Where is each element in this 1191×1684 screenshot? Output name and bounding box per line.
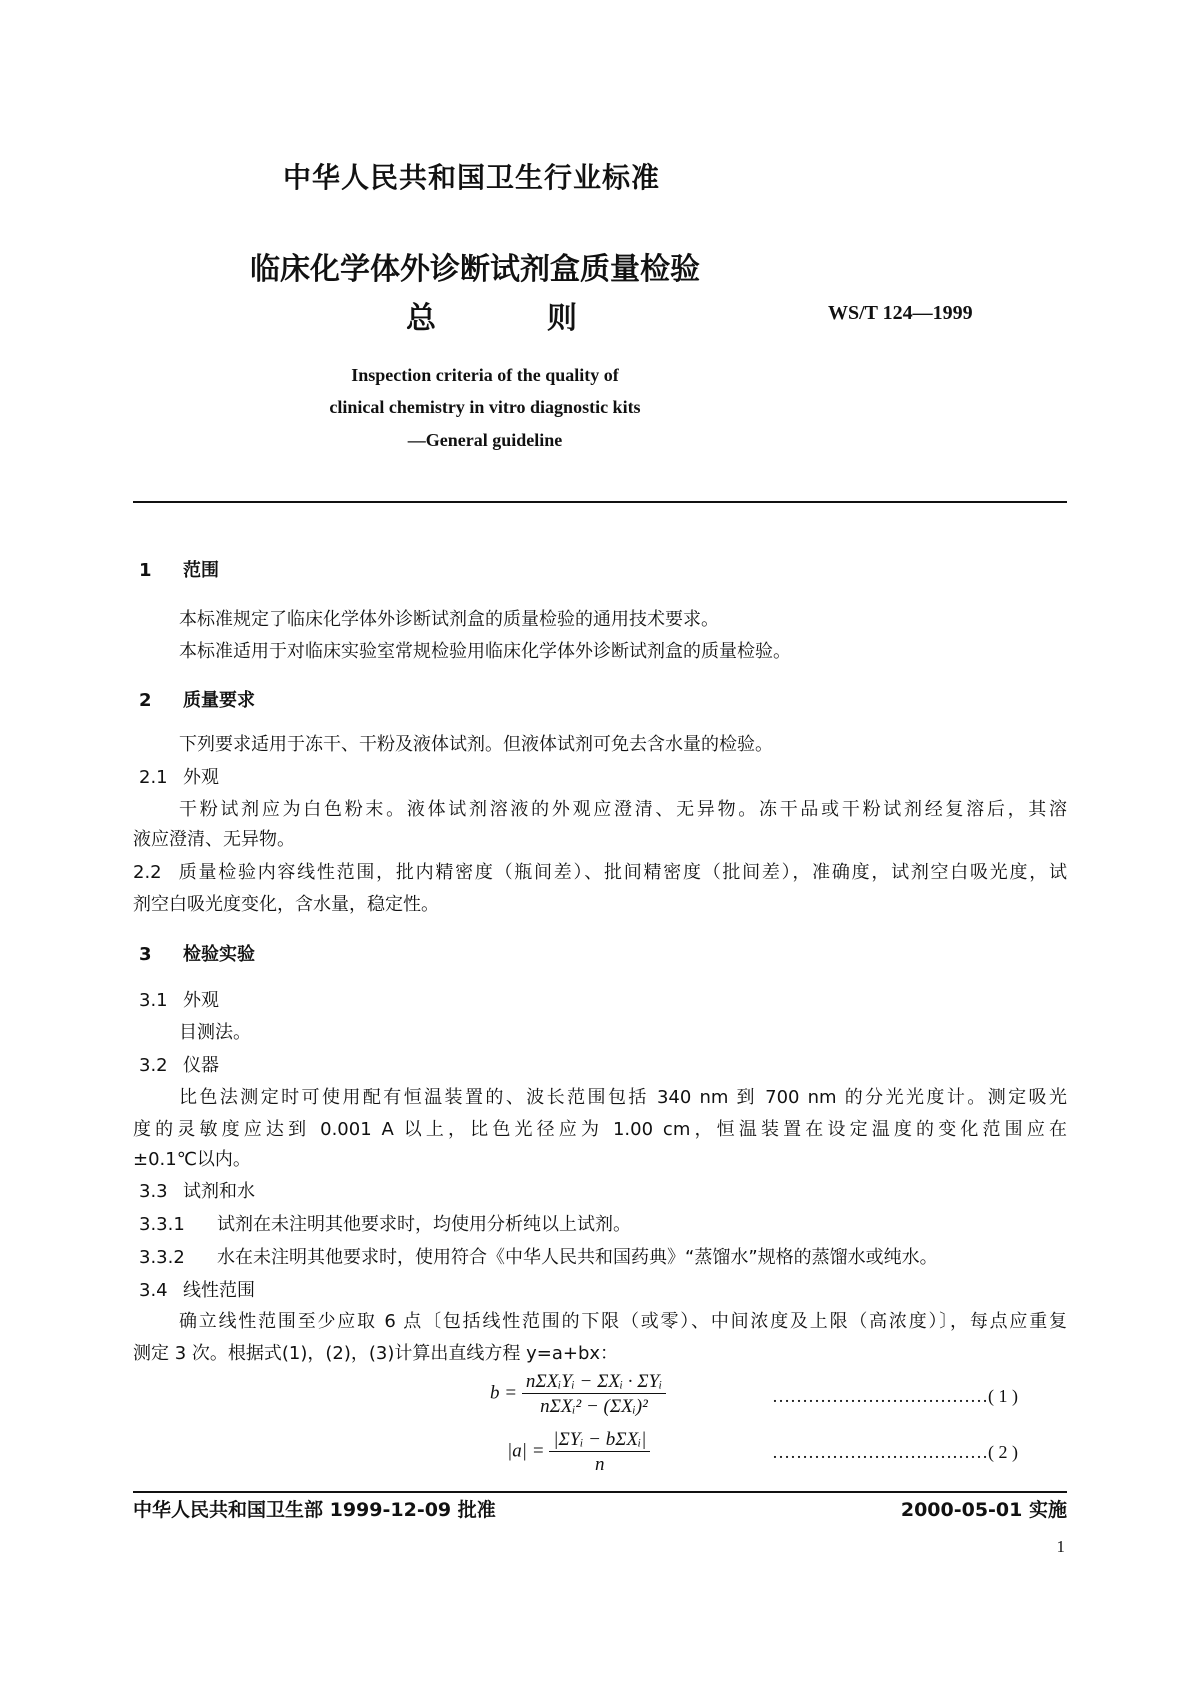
- subsection-heading: 3.2 仪器: [139, 1055, 219, 1076]
- paragraph-line: 2.2 质量检验内容线性范围，批内精密度（瓶间差）、批间精密度（批间差），准确度，试剂空白吸光度，试: [133, 862, 1067, 883]
- document-subtitle-a: 总: [406, 301, 436, 336]
- formula-2-number: ………………………………( 2 ): [772, 1442, 1018, 1462]
- paragraph-line: 测定 3 次。根据式(1)，(2)，(3)计算出直线方程 y=a+bx：: [133, 1343, 619, 1364]
- section-heading: 3 检验实验: [139, 944, 255, 965]
- paragraph: 下列要求适用于冻干、干粉及液体试剂。但液体试剂可免去含水量的检验。: [179, 734, 773, 755]
- subsection-heading: 3.4 线性范围: [139, 1280, 255, 1301]
- paragraph-line: 液应澄清、无异物。: [133, 829, 295, 850]
- paragraph-line: 比色法测定时可使用配有恒温装置的、波长范围包括 340 nm 到 700 nm 的分光光度计。测定吸光: [179, 1087, 1067, 1108]
- english-title-line: Inspection criteria of the quality of: [351, 365, 619, 385]
- header-org-standard: 中华人民共和国卫生行业标准: [283, 161, 661, 194]
- clause: 3.3.2 水在未注明其他要求时，使用符合《中华人民共和国药典》“蒸馏水”规格的蒸馏水或纯水。: [139, 1247, 938, 1268]
- section-heading: 1 范围: [139, 560, 219, 581]
- english-title-line: —General guideline: [407, 430, 563, 450]
- footer-divider: [133, 1491, 1067, 1493]
- subsection-heading: 2.1 外观: [139, 767, 219, 788]
- page-number: 1: [1056, 1537, 1065, 1556]
- formula-1-number: ………………………………( 1 ): [772, 1386, 1018, 1406]
- document-title: 临床化学体外诊断试剂盒质量检验: [250, 252, 700, 287]
- paragraph-line: 剂空白吸光度变化，含水量，稳定性。: [133, 894, 439, 915]
- paragraph: 本标准规定了临床化学体外诊断试剂盒的质量检验的通用技术要求。: [179, 609, 719, 630]
- english-title-line: clinical chemistry in vitro diagnostic kits: [329, 397, 641, 417]
- paragraph: 目测法。: [179, 1022, 251, 1043]
- paragraph-line: 度的灵敏度应达到 0.001 A 以上，比色光径应为 1.00 cm，恒温装置在设定温度的变化范围应在: [133, 1119, 1067, 1140]
- section-heading: 2 质量要求: [139, 690, 255, 711]
- header-divider: [133, 501, 1067, 503]
- paragraph-line: ±0.1℃以内。: [133, 1149, 251, 1170]
- paragraph: 本标准适用于对临床实验室常规检验用临床化学体外诊断试剂盒的质量检验。: [179, 641, 791, 662]
- paragraph-line: 干粉试剂应为白色粉末。液体试剂溶液的外观应澄清、无异物。冻干品或干粉试剂经复溶后，其溶: [179, 799, 1067, 820]
- approval-date: 中华人民共和国卫生部 1999-12-09 批准: [133, 1499, 496, 1521]
- clause: 3.3.1 试剂在未注明其他要求时，均使用分析纯以上试剂。: [139, 1214, 631, 1235]
- document-subtitle-b: 则: [547, 301, 577, 336]
- paragraph-line: 确立线性范围至少应取 6 点〔包括线性范围的下限（或零）、中间浓度及上限（高浓度）〕，每点应重复: [179, 1311, 1067, 1332]
- standard-number: WS/T 124—1999: [828, 302, 973, 324]
- subsection-heading: 3.3 试剂和水: [139, 1181, 255, 1202]
- formula-1: b = $\frac{\text{nΣXᵢYᵢ − ΣXᵢ · ΣYᵢ}}{\text{nΣXᵢ² − (ΣXᵢ)²}}$: [490, 1372, 666, 1416]
- subsection-heading: 3.1 外观: [139, 990, 219, 1011]
- formula-2: |a| = $\frac{\text{|ΣYᵢ − bΣXᵢ|}}{n}$: [507, 1430, 650, 1474]
- effective-date: 2000-05-01 实施: [900, 1499, 1067, 1521]
